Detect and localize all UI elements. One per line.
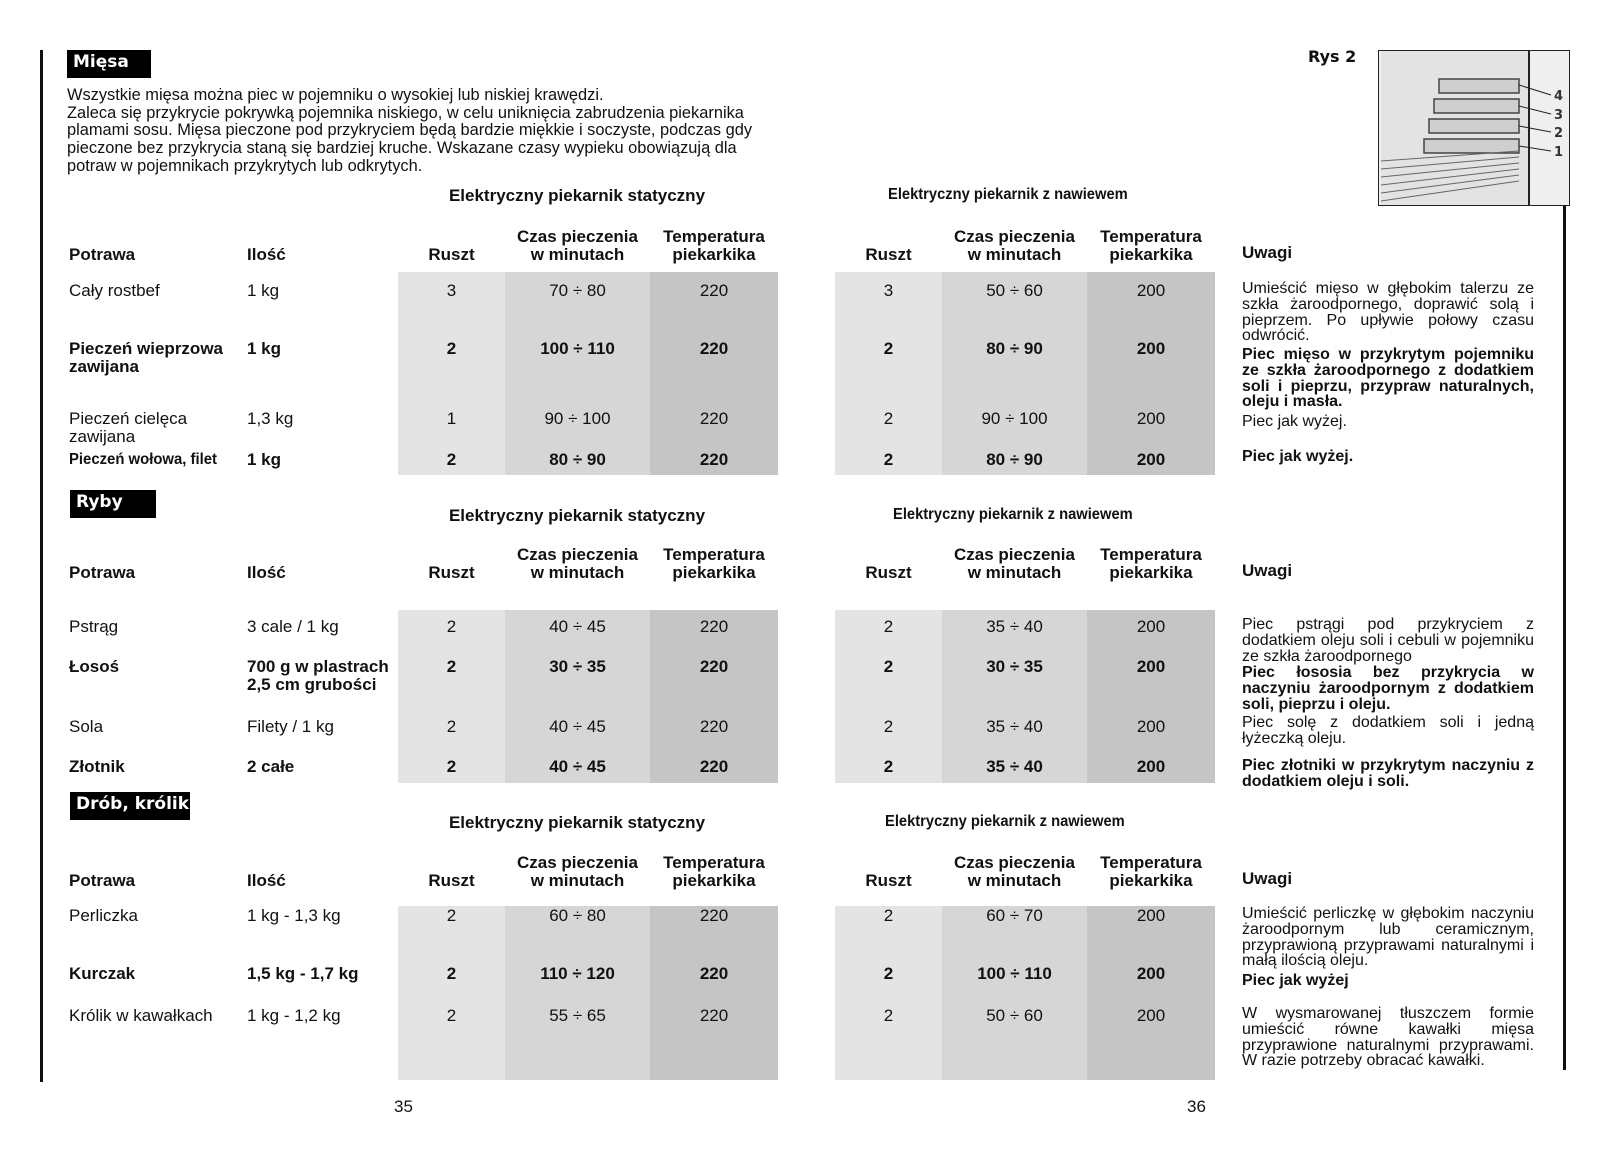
value-f-time: 80 ÷ 90 <box>986 450 1043 469</box>
column-band-s-time <box>505 272 650 475</box>
value-f-time: 50 ÷ 60 <box>986 1006 1043 1025</box>
value-f-time: 50 ÷ 60 <box>986 281 1043 300</box>
column-band-s-temp <box>650 906 778 1080</box>
value-s-time: 40 ÷ 45 <box>549 717 606 736</box>
value-s-rack: 3 <box>446 281 457 300</box>
value-s-time: 40 ÷ 45 <box>549 757 606 776</box>
column-band-s-rack <box>398 906 505 1080</box>
dish-name: Perliczka <box>69 906 138 925</box>
header-temp-unit: piekarkika <box>672 245 756 264</box>
value-s-rack: 2 <box>446 450 457 469</box>
header-time-unit: w minutach <box>967 871 1062 890</box>
header-time-unit: w minutach <box>967 245 1062 264</box>
value-s-rack: 2 <box>446 657 457 676</box>
dish-name: Kurczak <box>69 964 136 983</box>
dish-amount: 1,5 kg - 1,7 kg <box>247 964 359 983</box>
note-text: W wysmarowanej tłuszczem formie umieścić równe kawałki mięsa przyprawione naturalnymi przyprawami. W razie potrzeby obracać kawałki. <box>1242 1005 1534 1070</box>
column-band-f-rack <box>835 906 942 1080</box>
value-s-rack: 2 <box>446 757 457 776</box>
value-f-rack: 2 <box>883 964 894 983</box>
value-s-time: 80 ÷ 90 <box>549 450 606 469</box>
column-band-s-rack <box>398 272 505 475</box>
value-s-rack: 1 <box>446 409 457 428</box>
value-f-rack: 2 <box>883 1006 894 1025</box>
dish-name: Złotnik <box>69 757 125 776</box>
section-title-miesa: Mięsa <box>67 50 151 78</box>
value-s-rack: 2 <box>446 617 457 636</box>
dish-name: Pstrąg <box>69 617 119 636</box>
dish-name: Królik w kawałkach <box>69 1006 213 1025</box>
value-f-rack: 2 <box>883 409 894 428</box>
value-f-rack: 2 <box>883 717 894 736</box>
value-s-rack: 2 <box>446 717 457 736</box>
value-s-rack: 2 <box>446 339 457 358</box>
value-f-time: 100 ÷ 110 <box>977 964 1052 983</box>
column-band-f-temp <box>1087 906 1215 1080</box>
section-title-drob: Drób, królik <box>70 792 190 820</box>
value-f-rack: 2 <box>883 906 894 925</box>
header-rack: Ruszt <box>865 871 912 890</box>
dish-name: Pieczeń cielęca <box>69 409 188 428</box>
value-s-temp: 220 <box>699 450 729 469</box>
oven-fan-title: Elektryczny piekarnik z nawiewem <box>888 186 1128 203</box>
header-temp: Temperatura <box>663 853 765 872</box>
value-s-rack: 2 <box>446 964 457 983</box>
value-f-rack: 2 <box>883 617 894 636</box>
header-amount: Ilość <box>247 563 286 582</box>
header-rack: Ruszt <box>865 563 912 582</box>
header-time: Czas pieczenia <box>517 227 638 246</box>
figure-level-3: 3 <box>1554 108 1564 123</box>
dish-name: Sola <box>69 717 104 736</box>
intro-text <box>67 87 782 176</box>
note-text: Piec jak wyżej <box>1242 972 1349 989</box>
value-s-rack: 2 <box>446 906 457 925</box>
header-rack: Ruszt <box>428 563 475 582</box>
value-f-temp: 200 <box>1136 657 1166 676</box>
value-f-temp: 200 <box>1136 1006 1166 1025</box>
header-time-unit: w minutach <box>530 871 625 890</box>
oven-fan-title: Elektryczny piekarnik z nawiewem <box>893 506 1133 523</box>
column-band-f-time <box>942 906 1087 1080</box>
note-text: Piec mięso w przykrytym pojemniku ze szkła żaroodpornego z dodatkiem soli i pieprzu, przypraw naturalnych, oleju i masła. <box>1242 346 1534 411</box>
value-s-rack: 2 <box>446 1006 457 1025</box>
figure-title: Rys 2 <box>1308 47 1357 66</box>
header-amount: Ilość <box>247 245 286 264</box>
column-band-f-temp <box>1087 272 1215 475</box>
dish-amount: 2,5 cm grubości <box>247 675 377 694</box>
value-s-temp: 220 <box>699 964 729 983</box>
figure-level-2: 2 <box>1554 126 1564 141</box>
header-temp: Temperatura <box>1100 853 1202 872</box>
column-band-s-temp <box>650 272 778 475</box>
value-f-temp: 200 <box>1136 450 1166 469</box>
header-rack: Ruszt <box>865 245 912 264</box>
header-amount: Ilość <box>247 871 286 890</box>
dish-name: Łosoś <box>69 657 120 676</box>
oven-static-title: Elektryczny piekarnik statyczny <box>448 813 706 832</box>
section-title-ryby: Ryby <box>70 490 156 518</box>
dish-amount: 2 całe <box>247 757 295 776</box>
header-dish: Potrawa <box>69 563 136 582</box>
header-temp: Temperatura <box>663 227 765 246</box>
value-s-temp: 220 <box>699 409 729 428</box>
note-text: Piec pstrągi pod przykryciem z dodatkiem oleju soli i cebuli w pojemniku ze szkła żaroodpornego <box>1242 616 1534 665</box>
value-s-temp: 220 <box>699 617 729 636</box>
value-f-temp: 200 <box>1136 757 1166 776</box>
value-s-temp: 220 <box>699 757 729 776</box>
header-rack: Ruszt <box>428 871 475 890</box>
dish-amount: 3 cale / 1 kg <box>247 617 339 636</box>
intro-paragraph: Zaleca się przykrycie pokrywką pojemnika niskiego, w celu uniknięcia zabrudzenia piekarnika plamami sosu. Mięsa pieczone pod przykryciem będą bardzie miękkie i soczyste, podczas gdy pieczone bez przykrycia staną się bardziej kruche. Wskazane czasy wypieku obowiązują dla potraw w pojemnikach przykrytych lub odkrytych. <box>67 103 753 175</box>
oven-static-title: Elektryczny piekarnik statyczny <box>448 186 706 205</box>
value-f-temp: 200 <box>1136 339 1166 358</box>
intro-line: Wszystkie mięsa można piec w pojemniku o wysokiej lub niskiej krawędzi. <box>67 86 604 104</box>
header-time-unit: w minutach <box>530 563 625 582</box>
oven-rack-figure <box>1378 50 1570 206</box>
note-text: Piec łososia bez przykrycia w naczyniu żaroodpornym z dodatkiem soli, pieprzu i oleju. <box>1242 664 1534 713</box>
dish-name: Pieczeń wieprzowa <box>69 339 223 358</box>
header-temp-unit: piekarkika <box>1109 871 1193 890</box>
header-time: Czas pieczenia <box>954 227 1075 246</box>
value-f-temp: 200 <box>1136 717 1166 736</box>
header-notes: Uwagi <box>1242 561 1293 580</box>
value-s-time: 40 ÷ 45 <box>549 617 606 636</box>
value-s-temp: 220 <box>699 1006 729 1025</box>
value-f-temp: 200 <box>1136 409 1166 428</box>
value-s-temp: 220 <box>699 717 729 736</box>
dish-amount: 1 kg <box>247 450 282 469</box>
dish-name: zawijana <box>69 357 139 376</box>
header-temp-unit: piekarkika <box>672 563 756 582</box>
value-s-temp: 220 <box>699 281 729 300</box>
header-time: Czas pieczenia <box>517 853 638 872</box>
figure-level-4: 4 <box>1554 89 1564 104</box>
header-notes: Uwagi <box>1242 243 1293 262</box>
value-s-temp: 220 <box>699 339 729 358</box>
value-f-rack: 2 <box>883 339 894 358</box>
page-number-left: 35 <box>394 1097 413 1116</box>
value-s-temp: 220 <box>699 906 729 925</box>
oven-static-title: Elektryczny piekarnik statyczny <box>448 506 706 525</box>
value-f-time: 35 ÷ 40 <box>986 757 1043 776</box>
header-temp: Temperatura <box>663 545 765 564</box>
column-band-s-time <box>505 906 650 1080</box>
value-s-time: 60 ÷ 80 <box>549 906 606 925</box>
dish-name: Pieczeń wołowa, filet <box>69 451 218 468</box>
note-text: Piec złotniki w przykrytym naczyniu z dodatkiem oleju i soli. <box>1242 757 1534 790</box>
value-f-rack: 2 <box>883 757 894 776</box>
header-time-unit: w minutach <box>530 245 625 264</box>
figure-level-1: 1 <box>1554 145 1564 160</box>
header-time: Czas pieczenia <box>954 853 1075 872</box>
oven-rack-illustration <box>1379 51 1569 205</box>
value-s-time: 110 ÷ 120 <box>540 964 615 983</box>
dish-amount: 1,3 kg <box>247 409 294 428</box>
dish-amount: 1 kg <box>247 281 280 300</box>
dish-amount: 1 kg <box>247 339 282 358</box>
note-text: Piec jak wyżej. <box>1242 448 1354 465</box>
header-time-unit: w minutach <box>967 563 1062 582</box>
dish-amount: Filety / 1 kg <box>247 717 334 736</box>
value-s-time: 30 ÷ 35 <box>549 657 606 676</box>
value-f-temp: 200 <box>1136 617 1166 636</box>
header-notes: Uwagi <box>1242 869 1293 888</box>
dish-amount: 1 kg - 1,2 kg <box>247 1006 341 1025</box>
dish-amount: 700 g w plastrach <box>247 657 389 676</box>
value-f-time: 90 ÷ 100 <box>981 409 1048 428</box>
header-rack: Ruszt <box>428 245 475 264</box>
note-text: Umieścić mięso w głębokim talerzu ze szkła żaroodpornego, doprawić solą i pieprzem. Po upływie połowy czasu odwrócić. <box>1242 280 1534 345</box>
header-temp-unit: piekarkika <box>1109 563 1193 582</box>
dish-name: zawijana <box>69 427 136 446</box>
header-dish: Potrawa <box>69 245 136 264</box>
header-time: Czas pieczenia <box>954 545 1075 564</box>
column-band-f-time <box>942 272 1087 475</box>
value-f-time: 35 ÷ 40 <box>986 717 1043 736</box>
value-f-rack: 2 <box>883 450 894 469</box>
value-s-time: 100 ÷ 110 <box>540 339 615 358</box>
value-f-temp: 200 <box>1136 906 1166 925</box>
value-s-temp: 220 <box>699 657 729 676</box>
value-f-temp: 200 <box>1136 281 1166 300</box>
left-margin-rule <box>40 50 43 1082</box>
value-f-time: 60 ÷ 70 <box>986 906 1043 925</box>
note-text: Piec solę z dodatkiem soli i jedną łyżeczką oleju. <box>1242 714 1534 747</box>
dish-amount: 1 kg - 1,3 kg <box>247 906 341 925</box>
oven-fan-title: Elektryczny piekarnik z nawiewem <box>885 813 1125 830</box>
header-time: Czas pieczenia <box>517 545 638 564</box>
value-f-time: 35 ÷ 40 <box>986 617 1043 636</box>
value-s-time: 55 ÷ 65 <box>549 1006 606 1025</box>
header-temp-unit: piekarkika <box>672 871 756 890</box>
value-f-rack: 3 <box>883 281 894 300</box>
column-band-f-rack <box>835 272 942 475</box>
dish-name: Cały rostbef <box>69 281 160 300</box>
header-temp: Temperatura <box>1100 545 1202 564</box>
value-f-time: 80 ÷ 90 <box>986 339 1043 358</box>
value-f-temp: 200 <box>1136 964 1166 983</box>
value-s-time: 70 ÷ 80 <box>549 281 606 300</box>
header-dish: Potrawa <box>69 871 136 890</box>
value-s-time: 90 ÷ 100 <box>544 409 611 428</box>
value-f-time: 30 ÷ 35 <box>986 657 1043 676</box>
note-text: Umieścić perliczkę w głębokim naczyniu żaroodpornym lub ceramicznym, przyprawioną przyprawami naturalnymi i małą ilością oleju. <box>1242 905 1534 970</box>
header-temp-unit: piekarkika <box>1109 245 1193 264</box>
page-number-right: 36 <box>1187 1097 1206 1116</box>
note-text: Piec jak wyżej. <box>1242 413 1347 430</box>
header-temp: Temperatura <box>1100 227 1202 246</box>
value-f-rack: 2 <box>883 657 894 676</box>
